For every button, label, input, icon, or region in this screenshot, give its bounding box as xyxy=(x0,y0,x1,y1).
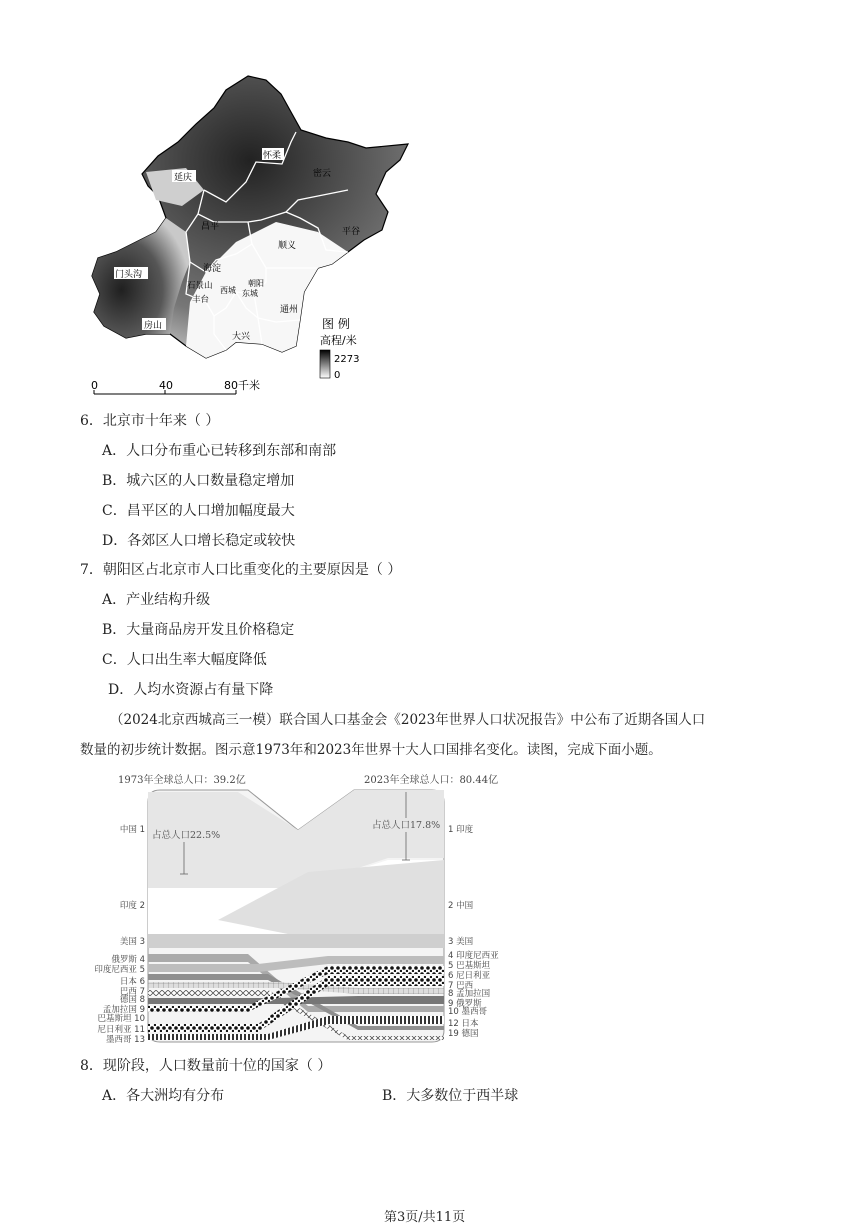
annotation-left: 占总人口22.5% xyxy=(152,830,221,841)
right-rank-label: 10 墨西哥 xyxy=(448,1007,488,1017)
legend-title: 图 例 xyxy=(322,317,350,331)
beijing-elevation-map xyxy=(86,72,416,402)
district-label: 丰台 xyxy=(192,295,210,305)
map-svg xyxy=(86,72,416,402)
district-label: 密云 xyxy=(313,169,332,179)
map-legend xyxy=(320,316,359,381)
q6-option-a: A．人口分布重心已转移到东部和南部 xyxy=(102,443,337,459)
right-rank-label: 6 尼日利亚 xyxy=(448,971,491,981)
population-rank-chart xyxy=(94,768,508,1048)
right-rank-label: 7 巴西 xyxy=(448,981,474,991)
q7-stem: 7．朝阳区占北京市人口比重变化的主要原因是（ ） xyxy=(80,562,402,578)
q8-option-a: A．各大洲均有分布 xyxy=(102,1088,225,1104)
right-rank-labels xyxy=(448,824,499,1039)
left-rank-labels xyxy=(94,824,145,1045)
district-label: 东城 xyxy=(242,289,258,298)
legend-min: 0 xyxy=(334,370,341,381)
q6-option-c: C．昌平区的人口增加幅度最大 xyxy=(102,503,295,519)
right-rank-label: 4 印度尼西亚 xyxy=(448,951,499,961)
left-rank-label: 巴西 7 xyxy=(119,987,145,997)
annotation-right: 占总人口17.8% xyxy=(372,820,441,831)
district-label: 房山 xyxy=(144,321,163,331)
intro-line-2: 数量的初步统计数据。图示意1973年和2023年世界十大人口国排名变化。读图，完成下面小题。 xyxy=(80,742,662,758)
chart-title-right: 2023年全球总人口：80.44亿 xyxy=(364,775,499,786)
district-label: 延庆 xyxy=(174,173,193,183)
left-rank-label: 中国 1 xyxy=(119,825,145,835)
left-rank-label: 俄罗斯 4 xyxy=(111,955,145,965)
left-rank-label: 孟加拉国 9 xyxy=(102,1005,145,1015)
right-rank-label: 12 日本 xyxy=(448,1019,479,1029)
page-number: 第3页/共11页 xyxy=(384,1210,466,1225)
q6-stem: 6．北京市十年来（ ） xyxy=(80,413,220,429)
left-rank-label: 印度 2 xyxy=(119,901,145,911)
left-rank-label: 尼日利亚 11 xyxy=(97,1025,145,1035)
district-label: 顺义 xyxy=(278,241,297,251)
chart-svg xyxy=(94,768,508,1048)
left-rank-label: 印度尼西亚 5 xyxy=(94,965,145,975)
district-label: 大兴 xyxy=(232,332,251,342)
scale-label-40: 40 xyxy=(159,379,173,392)
district-label: 西城 xyxy=(220,286,236,295)
left-rank-label: 德国 8 xyxy=(119,995,145,1005)
q7-option-b: B．大量商品房开发且价格稳定 xyxy=(102,622,295,638)
left-rank-label: 美国 3 xyxy=(119,937,145,947)
district-label: 朝阳 xyxy=(248,279,264,288)
q7-option-d: D．人均水资源占有量下降 xyxy=(108,682,274,698)
district-label: 海淀 xyxy=(203,264,222,274)
right-rank-label: 9 俄罗斯 xyxy=(448,999,482,1009)
right-rank-label: 5 巴基斯坦 xyxy=(448,961,491,971)
scale-bar xyxy=(91,378,260,394)
q7-option-a: A．产业结构升级 xyxy=(102,592,211,608)
chart-title-left: 1973年全球总人口：39.2亿 xyxy=(118,775,246,786)
right-rank-label: 19 德国 xyxy=(448,1029,479,1039)
district-label: 石景山 xyxy=(187,281,213,291)
q6-option-b: B．城六区的人口数量稳定增加 xyxy=(102,473,295,489)
q8-option-b: B．大多数位于西半球 xyxy=(382,1088,519,1104)
district-label: 门头沟 xyxy=(115,270,143,280)
left-rank-label: 巴基斯坦 10 xyxy=(97,1014,145,1024)
q6-option-d: D．各郊区人口增长稳定或较快 xyxy=(102,533,296,549)
scale-label-0: 0 xyxy=(91,379,98,392)
right-rank-label: 2 中国 xyxy=(448,901,474,911)
right-rank-label: 1 印度 xyxy=(448,825,474,835)
q8-stem: 8．现阶段，人口数量前十位的国家（ ） xyxy=(80,1058,332,1074)
district-label: 怀柔 xyxy=(263,151,282,161)
left-rank-label: 墨西哥 13 xyxy=(105,1035,145,1045)
district-label: 昌平 xyxy=(201,222,220,232)
scale-label-80: 80千米 xyxy=(224,379,260,392)
intro-line-1: （2024北京西城高三一模）联合国人口基金会《2023年世界人口状况报告》中公布了近期各国人口 xyxy=(110,712,706,728)
district-label: 平谷 xyxy=(342,227,361,237)
district-label: 通州 xyxy=(280,305,299,315)
legend-gradient-bar xyxy=(320,350,330,378)
legend-subtitle: 高程/米 xyxy=(320,334,357,347)
left-rank-label: 日本 6 xyxy=(119,977,145,987)
right-rank-label: 8 孟加拉国 xyxy=(448,989,491,999)
right-rank-label: 3 美国 xyxy=(448,937,474,947)
q7-option-c: C．人口出生率大幅度降低 xyxy=(102,652,267,668)
legend-max: 2273 xyxy=(334,354,360,365)
flow-usa xyxy=(148,934,444,948)
